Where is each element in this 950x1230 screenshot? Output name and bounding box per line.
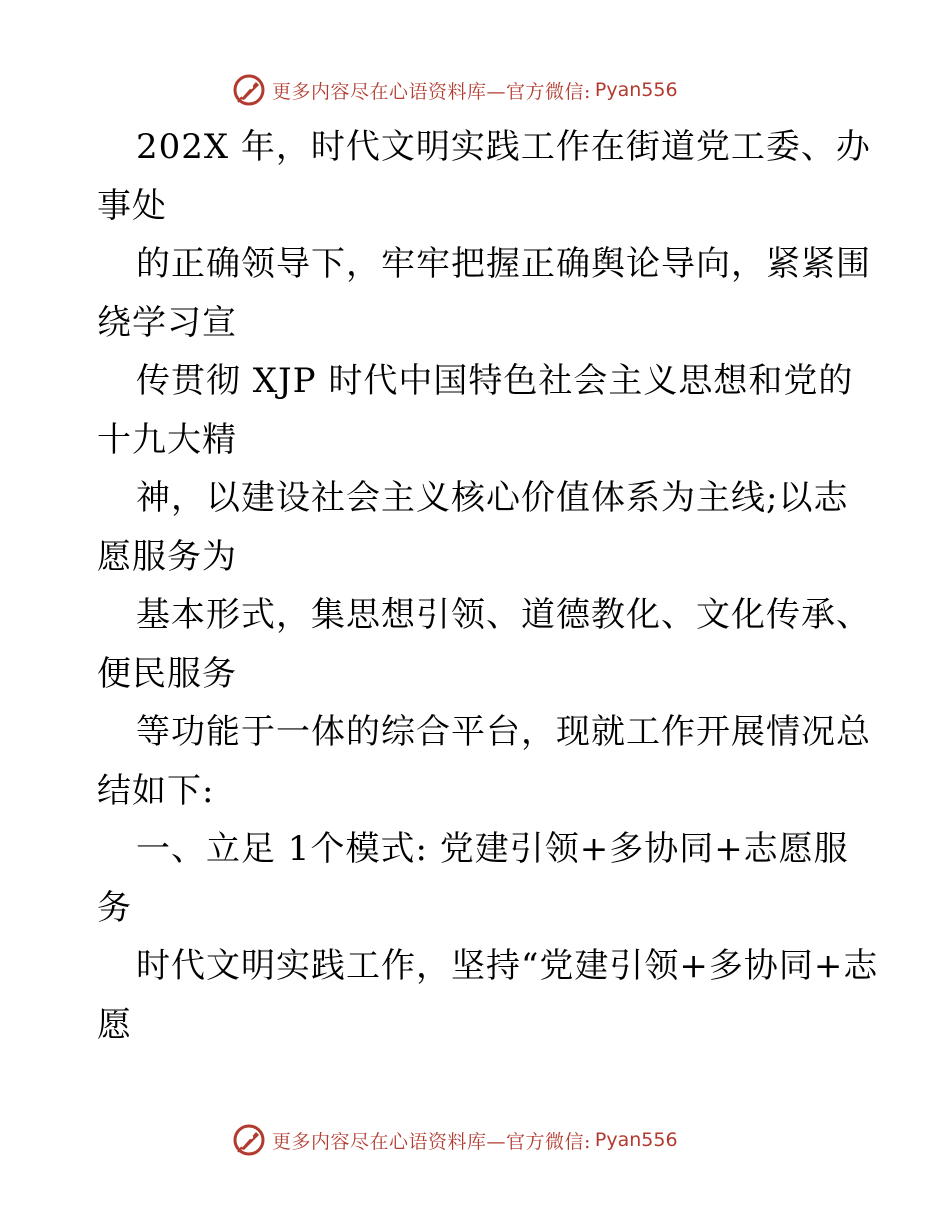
section-heading: 一、立足 1个模式: 党建引领+多协同+志愿服 [136,829,849,869]
body-line: 愿 [97,1004,132,1045]
body-line: 基本形式，集思想引领、道德教化、文化传承、 [136,595,871,635]
body-line: 愿服务为 [97,536,237,577]
footer-watermark [232,1122,678,1158]
body-line: 的正确领导下，牢牢把握正确舆论导向，紧紧围 [136,244,871,284]
body-line: 结如下: [97,770,215,811]
body-line: 绕学习宣 [97,302,237,343]
body-line: 十九大精 [97,419,237,460]
document-body [97,118,879,1054]
watermark-wechat-id: Pyan556 [594,1129,678,1151]
body-line: 时代文明实践工作，坚持“党建引领+多协同+志 [136,946,879,986]
body-line: 事处 [97,185,167,226]
watermark-site-text: 更多内容尽在心语资料库—官方微信: [272,80,591,103]
body-line: 便民服务 [97,653,237,694]
section-heading-cont: 务 [97,887,132,928]
quill-pen-logo-icon [232,73,266,107]
quill-pen-logo-icon [232,1123,266,1157]
watermark-wechat-id: Pyan556 [594,79,678,101]
body-line: 202X 年，时代文明实践工作在街道党工委、办 [136,127,871,167]
body-line: 神，以建设社会主义核心价值体系为主线;以志 [136,478,849,518]
header-watermark [232,72,678,108]
body-line: 等功能于一体的综合平台，现就工作开展情况总 [136,712,871,752]
watermark-site-text: 更多内容尽在心语资料库—官方微信: [272,1130,591,1153]
body-line: 传贯彻 XJP 时代中国特色社会主义思想和党的 [136,361,854,401]
